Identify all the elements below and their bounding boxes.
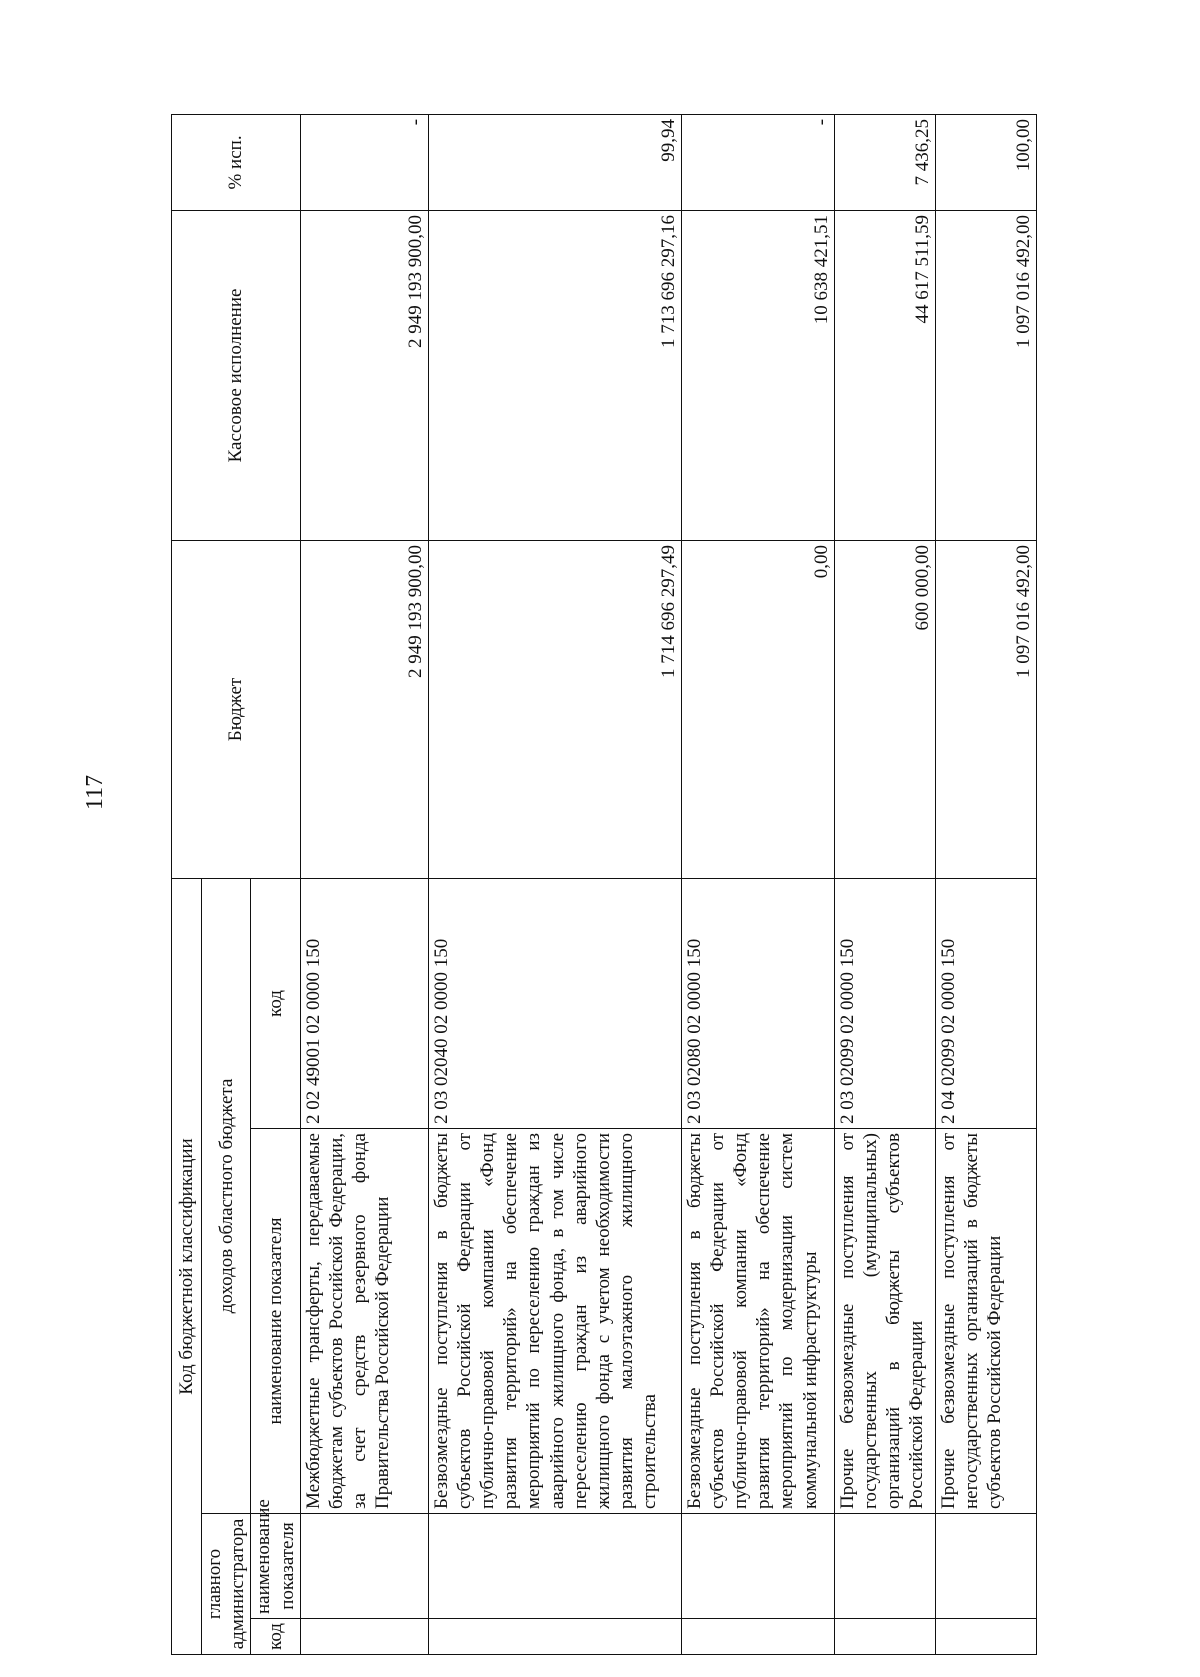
budget-cell: 2 949 193 900,00 — [300, 540, 428, 878]
indicator-name-cell: Безвозмездные поступления в бюджеты субъектов Российской Федерации от публично-правовой компании «Фонд развития территорий» на обеспечение мероприятий по переселению граждан из аварийного жилищного фонда, в том числе переселению граждан из аварийного жилищного фонда с учетом необходимости развития малоэтажного жилищного строительства — [428, 1129, 681, 1514]
header-cash: Кассовое исполнение — [172, 210, 301, 540]
budget-cell: 1 097 016 492,00 — [935, 540, 1036, 878]
admin-name-cell — [300, 1514, 428, 1619]
income-code-cell: 2 02 49001 02 0000 150 — [300, 878, 428, 1128]
header-percent: % исп. — [172, 114, 301, 210]
admin-code-cell — [681, 1619, 834, 1655]
header-admin-code: код — [251, 1619, 300, 1655]
cash-cell: 1 097 016 492,00 — [935, 210, 1036, 540]
header-income: доходов областного бюджета — [202, 878, 251, 1513]
page-number: 117 — [82, 774, 108, 810]
header-income-code: код — [251, 878, 300, 1128]
income-code-cell: 2 03 02040 02 0000 150 — [428, 878, 681, 1128]
cash-cell: 2 949 193 900,00 — [300, 210, 428, 540]
budget-cell: 0,00 — [681, 540, 834, 878]
income-code-cell: 2 03 02099 02 0000 150 — [834, 878, 935, 1128]
admin-code-cell — [834, 1619, 935, 1655]
table-row — [935, 114, 1036, 1654]
admin-name-cell — [681, 1514, 834, 1619]
percent-cell: 99,94 — [428, 114, 681, 210]
header-admin-name: наименование показателя — [251, 1514, 300, 1619]
table-row — [300, 114, 428, 1654]
percent-cell: - — [300, 114, 428, 210]
admin-code-cell — [935, 1619, 1036, 1655]
cash-cell: 10 638 421,51 — [681, 210, 834, 540]
admin-code-cell — [300, 1619, 428, 1655]
header-admin: главного администратора — [202, 1514, 251, 1655]
cash-cell: 1 713 696 297,16 — [428, 210, 681, 540]
table-row — [681, 114, 834, 1654]
indicator-name-cell: Прочие безвозмездные поступления от государственных (муниципальных) организаций в бюджеты субъектов Российской Федерации — [834, 1129, 935, 1514]
percent-cell: - — [681, 114, 834, 210]
admin-name-cell — [428, 1514, 681, 1619]
rotated-table-container — [171, 115, 1034, 1655]
income-code-cell: 2 03 02080 02 0000 150 — [681, 878, 834, 1128]
table-row — [834, 114, 935, 1654]
indicator-name-cell: Безвозмездные поступления в бюджеты субъектов Российской Федерации от публично-правовой компании «Фонд развития территорий» на обеспечение мероприятий по модернизации систем коммунальной инфраструктуры — [681, 1129, 834, 1514]
admin-name-cell — [834, 1514, 935, 1619]
table-row — [428, 114, 681, 1654]
income-code-cell: 2 04 02099 02 0000 150 — [935, 878, 1036, 1128]
budget-cell: 1 714 696 297,49 — [428, 540, 681, 878]
percent-cell: 100,00 — [935, 114, 1036, 210]
percent-cell: 7 436,25 — [834, 114, 935, 210]
header-classification: Код бюджетной классификации — [172, 878, 202, 1654]
header-income-name: наименование показателя — [251, 1129, 300, 1514]
admin-code-cell — [428, 1619, 681, 1655]
admin-name-cell — [935, 1514, 1036, 1619]
indicator-name-cell: Прочие безвозмездные поступления от негосударственных организаций в бюджеты субъектов Российской Федерации — [935, 1129, 1036, 1514]
budget-cell: 600 000,00 — [834, 540, 935, 878]
header-budget: Бюджет — [172, 540, 301, 878]
indicator-name-cell: Межбюджетные трансферты, передаваемые бюджетам субъектов Российской Федерации, за счет средств резервного фонда Правительства Российской Федерации — [300, 1129, 428, 1514]
budget-table — [171, 114, 1037, 1655]
cash-cell: 44 617 511,59 — [834, 210, 935, 540]
